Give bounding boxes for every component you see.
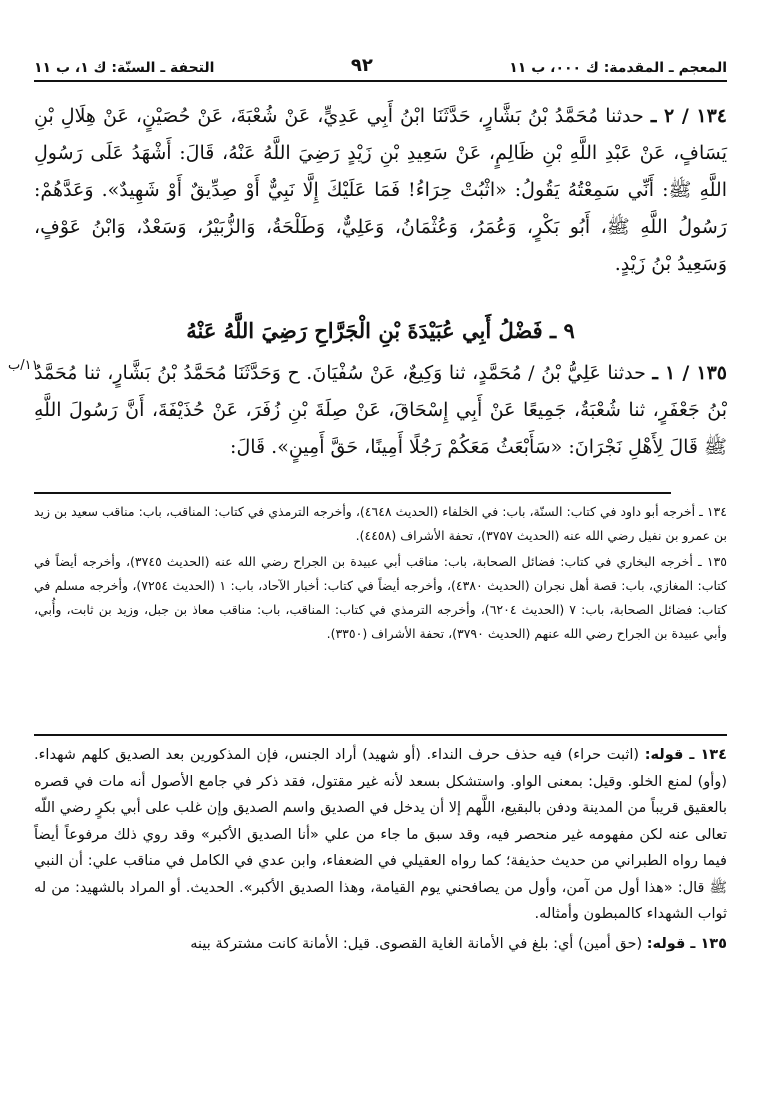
hadith-number: ۱۳٤ / ۲ ـ (650, 105, 728, 127)
header-right: المعجم ـ المقدمة: ك ۰۰۰، ب ۱۱ (509, 60, 727, 76)
page-number: ۹۲ (350, 55, 373, 76)
footnote-135: ۱۳٥ ـ أخرجه البخاري في كتاب: فضائل الصحابة، باب: مناقب أبي عبيدة بن الجراح رضي الله عنه (الحديث ۳۷٤٥)، وأخرجه أيضاً في كتاب: المغازي، باب: قصة أهل نجران (الحديث ٤۳۸۰)، وأخرجه أيضاً في كتاب: أخبار الآحاد، باب: ۱ (الحديث ۷۲٥٤)، وأخرجه مسلم في كتاب: فضائل الصحابة، باب: ۷ (الحديث ٦۲۰٤)، وأخرجه الترمذي في كتاب: المناقب، باب: مناقب معاذ بن جبل، وزيد بن ثابت، وأُبي، وأبي عبيدة بن الجراح رضي الله عنهم (الحديث ۳۷۹۰)، تحفة الأشراف (۳۳٥۰). (34, 554, 727, 641)
footnote-divider (34, 492, 671, 494)
commentary-text: (حق أمين) أي: بلغ في الأمانة الغاية القصوى. قيل: الأمانة كانت مشتركة بينه (190, 935, 643, 952)
commentary-text: (اثبت حراء) فيه حذف حرف النداء. (أو شهيد) أراد الجنس، فإن المذكورين بعد الصديق كلهم شهداء. (وأو) لمنع الخلو. وقيل: بمعنى الواو. واستشكل بسعد لأنه غير مقتول، فقد ذكر في جامع الأصول أنه مات في قصره بالعقيق قريباً من المدينة ودفن بالبقيع، اللَّهم إلا أن يدخل في الصديق واسم الصديق وإن غلب على أبي بكرٍ رضي اللّه تعالى عنه لكن مفهومه غير منحصر فيه، وقد سبق ما جاء من علي «أنا الصديق الأكبر» وقد روي ذلك مرفوعاً أيضاً فيما رواه الطبراني من حديث حذيفة؛ كما رواه العقيلي في الضعفاء، وابن عدي في الكامل في مناقب علي: أن النبي ﷺ قال: «هذا أول من آمن، وأول من يصافحني يوم القيامة، وهذا الصديق الأكبر». الحديث. أو المراد بالشهيد: من له ثواب الشهداء كالمبطون وأمثاله. (34, 747, 727, 922)
header-left: التحفة ـ السنّة: ك ۱، ب ۱۱ (34, 60, 215, 76)
commentary-label: ۱۳٥ ـ قوله: (646, 935, 727, 952)
hadith-text: حدثنا عَلِيُّ بْنُ / مُحَمَّدٍ، ثنا وَكِيعٌ، عَنْ سُفْيَانَ. ح وَحَدَّثَنَا مُحَمَّدُ بْنُ بَشَّارٍ، ثنا مُحَمَّدُ بْنُ جَعْفَرٍ، ثنا شُعْبَةُ، جَمِيعًا عَنْ أَبِي إِسْحَاقَ، عَنْ صِلَةَ بْنِ زُفَرَ، عَنْ حُذَيْفَةَ، أَنَّ رَسُولَ اللَّهِ ﷺ قَالَ لِأَهْلِ نَجْرَانَ: «سَأَبْعَثُ مَعَكُمْ رَجُلًا أَمِينًا، حَقَّ أَمِينٍ». قَالَ: (34, 362, 727, 458)
commentary-divider (34, 734, 727, 736)
commentary-135 (34, 931, 727, 958)
footnotes (34, 500, 727, 648)
margin-folio-note: ۱۱/ب (8, 358, 39, 373)
hadith-number: ۱۳٥ / ۱ ـ (652, 362, 727, 384)
chapter-title: ٩ ـ فَضْلُ أَبِي عُبَيْدَةَ بْنِ الْجَرَّاحِ رَضِيَ اللَّهُ عَنْهُ (186, 318, 575, 343)
hadith-134 (34, 98, 727, 283)
hadith-text: حدثنا مُحَمَّدُ بْنُ بَشَّارٍ، حَدَّثَنَا ابْنُ أَبِي عَدِيٍّ، عَنْ شُعْبَةَ، عَنْ حُصَيْنٍ، عَنْ هِلَالِ بْنِ يَسَافٍ، عَنْ عَبْدِ اللَّهِ بْنِ ظَالِمٍ، عَنْ سَعِيدِ بْنِ زَيْدٍ رَضِيَ اللَّهُ عَنْهُ، قَالَ: أَشْهَدُ عَلَى رَسُولِ اللَّهِ ﷺ: أَنِّي سَمِعْتُهُ يَقُولُ: «اثْبُتْ حِرَاءُ! فَمَا عَلَيْكَ إِلَّا نَبِيٌّ أَوْ صِدِّيقٌ أَوْ شَهِيدٌ». وَعَدَّهُمْ: رَسُولُ اللَّهِ ﷺ، أَبُو بَكْرٍ، وَعُمَرُ، وَعُثْمَانُ، وَعَلِيٌّ، وَطَلْحَةُ، وَالزُّبَيْرُ، وَسَعْدٌ، وَابْنُ عَوْفٍ، وَسَعِيدُ بْنُ زَيْدٍ. (34, 105, 727, 275)
footnote-134: ۱۳٤ ـ أخرجه أبو داود في كتاب: السنّة، باب: في الخلفاء (الحديث ٤٦٤٨)، وأخرجه الترمذي في كتاب: المناقب، باب: مناقب سعيد بن زيد بن عمرو بن نفيل رضي الله عنه (الحديث ۳۷۵۷)، تحفة الأشراف (٤٤٥٨). (34, 504, 727, 543)
commentary (34, 742, 727, 960)
hadith-135 (34, 355, 727, 466)
commentary-134 (34, 742, 727, 928)
commentary-label: ۱۳٤ ـ قوله: (644, 747, 727, 763)
running-header (34, 46, 727, 82)
